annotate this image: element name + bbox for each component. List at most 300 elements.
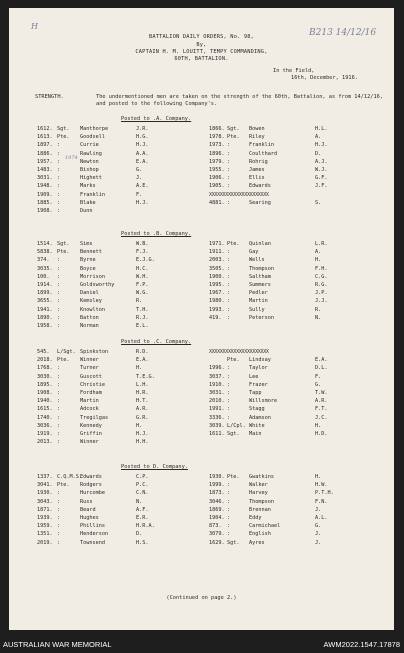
- regimental-number: 1351.: [37, 531, 53, 538]
- rank: :: [227, 175, 231, 182]
- regimental-number: 873.: [209, 523, 222, 530]
- initials: L.R.: [315, 241, 328, 247]
- surname: Thompson: [249, 265, 274, 272]
- rank: :: [57, 490, 61, 497]
- regimental-number: 3505.: [209, 265, 225, 272]
- initials: H.: [315, 474, 322, 480]
- rank: :: [57, 208, 61, 214]
- initials: H.J.: [136, 199, 149, 206]
- rank: :: [57, 506, 61, 513]
- document-page: [9, 8, 394, 630]
- surname: Rawling: [80, 150, 102, 157]
- rank: :: [57, 439, 61, 446]
- surname: Winner: [80, 357, 99, 364]
- rank: :: [227, 506, 231, 513]
- rank: Pte.: [57, 357, 70, 364]
- regimental-number: 1890.: [37, 314, 53, 321]
- surname: Blake: [80, 199, 96, 206]
- rank: :: [57, 323, 61, 329]
- initials: H.R.: [136, 390, 149, 396]
- rank: :: [57, 306, 61, 313]
- surname: Townsend: [80, 539, 105, 546]
- rank: :: [57, 523, 61, 530]
- regimental-number: 1993.: [209, 306, 225, 313]
- surname: Eddy: [249, 515, 262, 521]
- initials: H.L.: [315, 126, 328, 132]
- rank: :: [57, 282, 61, 288]
- rank: :: [227, 515, 231, 521]
- regimental-number: 1629.: [209, 539, 225, 546]
- rank: :: [57, 390, 61, 396]
- rank: :: [227, 306, 231, 313]
- initials: T.E.G.: [136, 373, 155, 380]
- rank: :: [227, 373, 231, 380]
- rank: :: [227, 482, 231, 489]
- rank: :: [227, 390, 231, 396]
- initials: H.H.: [136, 439, 149, 446]
- initials: R.G.: [315, 282, 328, 288]
- rank: :: [227, 150, 231, 157]
- regimental-number: 1910.: [209, 381, 225, 388]
- initials: C.G.: [315, 273, 328, 280]
- surname: Currie: [80, 142, 99, 149]
- rank: :: [57, 498, 61, 505]
- surname: Walker: [249, 482, 268, 489]
- regimental-number: 1897.: [37, 142, 53, 149]
- regimental-number: 2010.: [209, 398, 225, 405]
- initials: F.: [136, 191, 143, 198]
- archive-reference: AWM2022.1547.17878: [323, 640, 400, 649]
- regimental-number: 3336.: [209, 414, 225, 421]
- initials: A.F.: [136, 506, 149, 513]
- battalion-line: 60TH, BATTALION.: [174, 56, 229, 62]
- surname: Martin: [249, 298, 268, 305]
- rank: :: [227, 167, 231, 173]
- regimental-number: 1955.: [209, 167, 225, 173]
- surname: Guscott: [80, 373, 102, 380]
- surname: Edwards: [80, 474, 102, 480]
- regimental-number: 1995.: [209, 282, 225, 288]
- regimental-number: 1909.: [37, 191, 53, 198]
- surname: Morrison: [80, 273, 105, 280]
- handwritten-reference: B213 14/12/16: [309, 28, 377, 38]
- rank: :: [227, 406, 231, 413]
- surname: Stagg: [249, 406, 265, 413]
- rank: :: [57, 539, 61, 546]
- surname: Highett: [80, 175, 102, 182]
- intro-paragraph: The undermentioned men are taken on the strength of the 60th, Battalion, as from 14/12/16, and posted to the following Company's.: [96, 94, 384, 107]
- rank: :: [57, 158, 61, 165]
- regimental-number: 1885.: [37, 199, 53, 206]
- rank: :: [57, 175, 61, 182]
- company-heading: Posted to .B. Company.: [121, 231, 192, 237]
- regimental-number: 1979.: [209, 158, 225, 165]
- regimental-number: 1999.: [209, 482, 225, 489]
- rank: :: [57, 422, 61, 429]
- rank: :: [57, 398, 61, 405]
- surname: XXXXXXXXXXXXXXXXXXXXXX: [209, 191, 269, 198]
- initials: G.R.: [136, 414, 149, 421]
- handwritten-margin-note: 1974: [65, 155, 78, 161]
- surname: XXXXXXXXXXXXXXXXXXXXXX: [209, 349, 269, 355]
- regimental-number: 3037.: [209, 373, 225, 380]
- rank: Pte.: [227, 241, 240, 247]
- regimental-number: 3031.: [209, 390, 225, 396]
- initials: H.W.: [315, 482, 328, 489]
- surname: Hurcombe: [80, 490, 105, 497]
- archive-footer: [0, 638, 404, 653]
- surname: Wells: [249, 257, 265, 264]
- initials: E.A.: [136, 357, 149, 364]
- surname: Newton: [80, 158, 99, 165]
- initials: A.R.: [315, 398, 328, 405]
- initials: J.P.: [315, 290, 328, 297]
- surname: Winner: [80, 439, 99, 446]
- initials: E.J.G.: [136, 257, 155, 264]
- surname: Hughes: [80, 515, 99, 521]
- surname: Gwatkins: [249, 474, 274, 480]
- regimental-number: 1919.: [37, 431, 53, 437]
- regimental-number: 1911.: [209, 249, 225, 256]
- surname: Bishop: [80, 167, 99, 173]
- initials: G.: [136, 167, 143, 173]
- surname: Summers: [249, 282, 271, 288]
- surname: Rodgers: [80, 482, 102, 489]
- regimental-number: 3036.: [37, 422, 53, 429]
- regimental-number: 1991.: [209, 406, 225, 413]
- surname: Searing: [249, 199, 271, 206]
- regimental-number: 3655.: [37, 298, 53, 305]
- surname: Bennett: [80, 249, 102, 256]
- surname: English: [249, 531, 271, 538]
- rank: :: [57, 431, 61, 437]
- regimental-number: 1337.: [37, 474, 53, 480]
- surname: Thompson: [249, 498, 274, 505]
- initials: A.: [315, 249, 322, 256]
- surname: Spinkston: [80, 349, 109, 355]
- initials: W.B.: [136, 241, 149, 247]
- rank: :: [227, 365, 231, 372]
- surname: Lee: [249, 373, 259, 380]
- regimental-number: 1958.: [37, 323, 53, 329]
- initials: J.J.: [315, 298, 328, 305]
- rank: :: [227, 523, 231, 530]
- rank: :: [227, 142, 231, 149]
- surname: Boyce: [80, 265, 96, 272]
- surname: Dunn: [80, 208, 93, 214]
- regimental-number: 2019.: [37, 539, 53, 546]
- regimental-number: 2018.: [37, 357, 53, 364]
- initials: P.C.: [136, 482, 149, 489]
- initials: D.: [315, 150, 322, 157]
- surname: Edwards: [249, 183, 271, 190]
- surname: Quinlan: [249, 241, 271, 247]
- surname: Batton: [80, 314, 99, 321]
- regimental-number: 1973.: [209, 142, 225, 149]
- regimental-number: 1948.: [37, 183, 53, 190]
- regimental-number: 1971.: [209, 241, 225, 247]
- rank: :: [227, 398, 231, 405]
- rank: :: [227, 290, 231, 297]
- surname: Norman: [80, 323, 99, 329]
- surname: Griffin: [80, 431, 102, 437]
- regimental-number: 3031.: [37, 175, 53, 182]
- regimental-number: 1941.: [37, 306, 53, 313]
- company-heading: Posted to D. Company.: [121, 464, 188, 470]
- initials: A.A.: [136, 150, 149, 157]
- surname: Bowen: [249, 126, 265, 132]
- regimental-number: 1906.: [209, 175, 225, 182]
- surname: Henderson: [80, 531, 109, 538]
- rank: :: [57, 373, 61, 380]
- regimental-number: 1908.: [37, 208, 53, 214]
- surname: Franklin: [80, 191, 105, 198]
- surname: Lindsay: [249, 357, 271, 364]
- initials: W.J.: [315, 167, 328, 173]
- initials: A.E.: [136, 183, 149, 190]
- rank: :: [57, 290, 61, 297]
- regimental-number: 5838.: [37, 249, 53, 256]
- initials: E.L.: [136, 323, 149, 329]
- regimental-number: 3079.: [209, 531, 225, 538]
- regimental-number: 1914.: [37, 282, 53, 288]
- rank: :: [57, 381, 61, 388]
- initials: H.: [136, 365, 143, 372]
- initials: W.G.: [136, 290, 149, 297]
- rank: Pte.: [227, 474, 240, 480]
- surname: Knowlton: [80, 306, 105, 313]
- rank: :: [57, 314, 61, 321]
- initials: T.W.: [315, 390, 328, 396]
- rank: L/Sgt.: [57, 349, 76, 355]
- initials: D.: [136, 531, 143, 538]
- initials: F.N.: [315, 498, 328, 505]
- initials: R.J.: [136, 314, 149, 321]
- surname: Tregilgas: [80, 414, 109, 421]
- rank: :: [57, 406, 61, 413]
- initials: J.F.: [315, 183, 328, 190]
- initials: F.P.: [136, 282, 149, 288]
- surname: Riley: [249, 134, 265, 141]
- rank: :: [57, 365, 61, 372]
- strength-label: STRENGTH.: [35, 94, 64, 100]
- surname: Russ: [80, 498, 93, 505]
- rank: C.Q.M.S.: [57, 474, 82, 480]
- surname: Coulthard: [249, 150, 278, 157]
- surname: Carmichael: [249, 523, 281, 530]
- regimental-number: 1957.: [37, 158, 53, 165]
- surname: Goodsell: [80, 134, 105, 141]
- surname: Main: [249, 431, 262, 437]
- surname: James: [249, 167, 265, 173]
- rank: :: [57, 142, 61, 149]
- regimental-number: 1930.: [37, 490, 53, 497]
- rank: :: [227, 414, 231, 421]
- surname: Tapp: [249, 390, 262, 396]
- rank: Sgt.: [57, 241, 70, 247]
- surname: Kemsley: [80, 298, 102, 305]
- surname: Taylor: [249, 365, 268, 372]
- rank: :: [57, 515, 61, 521]
- regimental-number: 1866.: [209, 126, 225, 132]
- regimental-number: 1896.: [209, 150, 225, 157]
- regimental-number: 2003.: [209, 257, 225, 264]
- surname: Phillins: [80, 523, 105, 530]
- rank: Pte.: [57, 249, 70, 256]
- regimental-number: 1978.: [209, 134, 225, 141]
- regimental-number: 545.: [37, 349, 50, 355]
- initials: H.J.: [136, 431, 149, 437]
- initials: A.: [315, 134, 322, 141]
- initials: R.: [136, 298, 143, 305]
- regimental-number: 1904.: [209, 515, 225, 521]
- regimental-number: 3039.: [209, 422, 225, 429]
- initials: A.R.: [136, 406, 149, 413]
- surname: Martin: [80, 398, 99, 405]
- regimental-number: 1740.: [37, 414, 53, 421]
- rank: :: [57, 273, 61, 280]
- surname: Byrne: [80, 257, 96, 264]
- rank: :: [57, 414, 61, 421]
- initials: J.: [315, 539, 322, 546]
- regimental-number: 1612.: [37, 126, 53, 132]
- rank: :: [227, 183, 231, 190]
- initials: F.J.: [136, 249, 149, 256]
- regimental-number: 1869.: [209, 506, 225, 513]
- regimental-number: 1768.: [37, 365, 53, 372]
- surname: Fordham: [80, 390, 102, 396]
- initials: H.C.: [136, 265, 149, 272]
- rank: Pte.: [57, 482, 70, 489]
- rank: :: [227, 199, 231, 206]
- rank: :: [57, 199, 61, 206]
- document-title: BATTALION DAILY ORDERS, No. 98,: [148, 34, 255, 40]
- regimental-number: 2013.: [37, 439, 53, 446]
- surname: Franklin: [249, 142, 274, 149]
- surname: Manthorpe: [80, 126, 109, 132]
- rank: :: [227, 381, 231, 388]
- rank: :: [227, 314, 231, 321]
- surname: Beard: [80, 506, 96, 513]
- surname: Harvey: [249, 490, 268, 497]
- initials: J.: [315, 506, 322, 513]
- regimental-number: 1940.: [37, 398, 53, 405]
- commander-line: CAPTAIN H. M. LOUITT, TEMPY COMMANDING,: [135, 49, 268, 55]
- regimental-number: 1996.: [209, 365, 225, 372]
- rank: :: [227, 158, 231, 165]
- initials: T.H.: [136, 306, 149, 313]
- rank: :: [57, 531, 61, 538]
- rank: Pte.: [227, 357, 240, 364]
- surname: Peterson: [249, 314, 274, 321]
- initials: W.H.: [136, 273, 149, 280]
- initials: G.: [315, 381, 322, 388]
- regimental-number: 1980.: [209, 298, 225, 305]
- date-line: 16th, December, 1916.: [291, 75, 358, 81]
- rank: :: [57, 167, 61, 173]
- initials: H.: [136, 422, 143, 429]
- initials: L.H.: [136, 381, 149, 388]
- surname: Frazer: [249, 381, 268, 388]
- regimental-number: 1613.: [37, 134, 53, 141]
- rank: Sgt.: [227, 431, 240, 437]
- initials: H.J.: [136, 142, 149, 149]
- by-line: By,: [196, 42, 207, 48]
- regimental-number: 1905.: [209, 183, 225, 190]
- initials: E.R.: [136, 515, 149, 521]
- surname: Kennedy: [80, 422, 102, 429]
- initials: H.R.A.: [136, 523, 155, 530]
- surname: White: [249, 422, 265, 429]
- surname: Pedler: [249, 290, 268, 297]
- surname: Turner: [80, 365, 99, 372]
- rank: :: [57, 257, 61, 264]
- initials: R.: [315, 306, 322, 313]
- handwritten-corner-mark: H: [31, 22, 38, 31]
- surname: Brennan: [249, 506, 271, 513]
- rank: :: [57, 265, 61, 272]
- regimental-number: 1899.: [37, 290, 53, 297]
- surname: Christie: [80, 381, 105, 388]
- rank: Sgt.: [57, 126, 70, 132]
- initials: C.N.: [136, 490, 149, 497]
- surname: Ellis: [249, 175, 265, 182]
- rank: :: [227, 265, 231, 272]
- initials: J.R.: [136, 126, 149, 132]
- regimental-number: 1514.: [37, 241, 53, 247]
- initials: P.T.H.: [315, 490, 334, 497]
- rank: :: [57, 183, 61, 190]
- surname: Marks: [80, 183, 96, 190]
- initials: E.A.: [315, 357, 328, 364]
- rank: :: [57, 150, 61, 157]
- place-line: In the Field,: [273, 68, 315, 74]
- rank: Sgt.: [227, 126, 240, 132]
- surname: Willsmore: [249, 398, 278, 405]
- regimental-number: 1873.: [209, 490, 225, 497]
- surname: Goldsworthy: [80, 282, 115, 288]
- regimental-number: 1967.: [209, 290, 225, 297]
- surname: Rohrig: [249, 158, 268, 165]
- regimental-number: 419.: [209, 314, 222, 321]
- initials: N.: [315, 314, 322, 321]
- initials: H.G.: [136, 134, 149, 141]
- rank: :: [227, 490, 231, 497]
- regimental-number: 1483.: [37, 167, 53, 173]
- archive-source: AUSTRALIAN WAR MEMORIAL: [3, 640, 112, 649]
- regimental-number: 374.: [37, 257, 50, 264]
- regimental-number: 3035.: [37, 265, 53, 272]
- initials: F.: [315, 373, 322, 380]
- initials: F.H.: [315, 265, 328, 272]
- rank: :: [57, 298, 61, 305]
- surname: Sims: [80, 241, 93, 247]
- initials: R.D.: [136, 349, 149, 355]
- initials: E.A.: [136, 158, 149, 165]
- initials: A.J.: [315, 158, 328, 165]
- rank: :: [227, 257, 231, 264]
- rank: :: [227, 531, 231, 538]
- rank: :: [227, 249, 231, 256]
- surname: Daniel: [80, 290, 99, 297]
- initials: H.D.: [315, 431, 328, 437]
- rank: L/Cpl.: [227, 422, 246, 429]
- initials: G.F.: [315, 175, 328, 182]
- regimental-number: 1871.: [37, 506, 53, 513]
- initials: G.: [315, 523, 322, 530]
- regimental-number: 3041.: [37, 482, 53, 489]
- initials: F.T.: [315, 406, 328, 413]
